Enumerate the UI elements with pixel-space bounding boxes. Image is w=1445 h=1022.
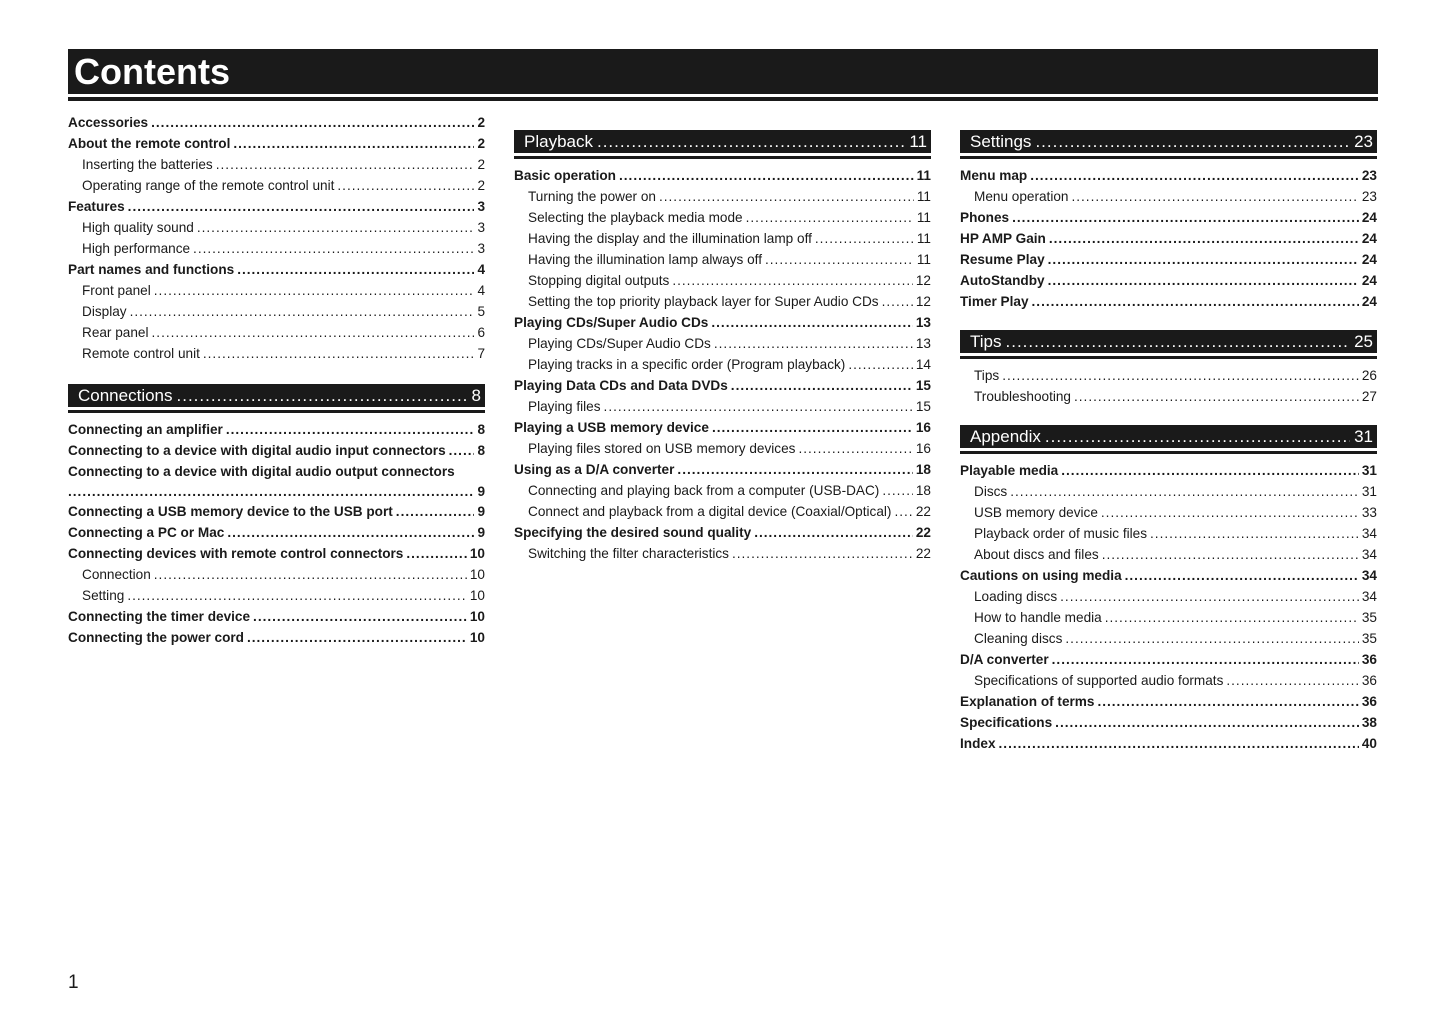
toc-entry[interactable]: [68, 133, 485, 154]
entry-label: Timer Play: [960, 294, 1029, 309]
leader-dots: [1006, 330, 1351, 353]
toc-entry[interactable]: [68, 585, 485, 606]
toc-entry[interactable]: [960, 165, 1377, 186]
toc-entry[interactable]: [960, 481, 1377, 502]
leader-dots: [253, 606, 467, 627]
toc-entry[interactable]: [514, 480, 931, 501]
toc-entry[interactable]: [68, 343, 485, 364]
entry-label: Playing tracks in a specific order (Program playback): [528, 357, 846, 372]
toc-entry[interactable]: [960, 207, 1377, 228]
entry-label: Basic operation: [514, 168, 616, 183]
entry-label: Front panel: [82, 283, 151, 298]
leader-dots: [672, 270, 913, 291]
section-page: 11: [909, 132, 927, 151]
entry-label: Playing a USB memory device: [514, 420, 709, 435]
leader-dots: [130, 301, 475, 322]
toc-entry[interactable]: [960, 607, 1377, 628]
entry-label: Playable media: [960, 463, 1059, 478]
entry-page: 34: [1361, 568, 1377, 583]
entry-page: 38: [1361, 715, 1377, 730]
leader-dots: [154, 280, 475, 301]
entry-label: Operating range of the remote control unit: [82, 178, 335, 193]
toc-entry[interactable]: [960, 249, 1377, 270]
page-title: Contents: [68, 49, 1378, 94]
leader-dots: [1105, 607, 1359, 628]
toc-entry[interactable]: [514, 375, 931, 396]
entry-page: 3: [477, 241, 485, 256]
toc-entry[interactable]: [514, 354, 931, 375]
entry-page: 24: [1361, 252, 1377, 267]
leader-dots: [151, 112, 474, 133]
entry-page: 24: [1361, 294, 1377, 309]
entry-label: Accessories: [68, 115, 149, 130]
leader-dots: [1226, 670, 1359, 691]
toc-entry[interactable]: [68, 627, 485, 648]
leader-dots: [999, 733, 1359, 754]
toc-entry[interactable]: [68, 217, 485, 238]
entry-page: 34: [1361, 526, 1377, 541]
entry-page: 3: [477, 220, 485, 235]
entry-page: 8: [477, 443, 485, 458]
leader-dots: [604, 396, 913, 417]
section-page: 31: [1354, 427, 1373, 446]
toc-entry[interactable]: [68, 301, 485, 322]
leader-dots: [659, 186, 914, 207]
toc-entry[interactable]: [514, 207, 931, 228]
entry-page: 9: [477, 504, 485, 519]
section-page: 25: [1354, 332, 1373, 351]
entry-label: Specifying the desired sound quality: [514, 525, 752, 540]
entry-continuation: [68, 482, 485, 501]
toc-entry[interactable]: [514, 522, 931, 543]
leader-dots: [711, 312, 913, 333]
entry-page: 24: [1361, 231, 1377, 246]
entry-page: 2: [477, 115, 485, 130]
entry-page: 10: [469, 588, 485, 603]
section-label: Playback: [524, 132, 593, 151]
section-header-connections[interactable]: [68, 384, 485, 407]
entry-page: 34: [1361, 589, 1377, 604]
section-label: Settings: [970, 132, 1032, 151]
toc-entry[interactable]: [514, 333, 931, 354]
entry-label: Menu operation: [974, 189, 1069, 204]
section-header-playback[interactable]: [514, 130, 931, 153]
entry-page: 2: [477, 178, 485, 193]
leader-dots: [848, 354, 913, 375]
entry-label: Connecting to a device with digital audio output connectors: [68, 464, 455, 479]
toc-entry[interactable]: [68, 564, 485, 585]
section-header-tips[interactable]: [960, 330, 1377, 353]
entry-label: Stopping digital outputs: [528, 273, 670, 288]
toc-entry[interactable]: [68, 543, 485, 564]
toc-entry[interactable]: [960, 649, 1377, 670]
entry-label: Selecting the playback media mode: [528, 210, 743, 225]
entry-page: 8: [477, 422, 485, 437]
leader-dots: [1048, 270, 1359, 291]
entry-page: 13: [915, 336, 931, 351]
entry-label: USB memory device: [974, 505, 1098, 520]
entry-page: 31: [1361, 463, 1377, 478]
entry-page: 13: [915, 315, 931, 330]
leader-dots: [406, 543, 467, 564]
leader-dots: [128, 196, 475, 217]
leader-dots: [1012, 207, 1359, 228]
entry-label: Connecting devices with remote control connectors: [68, 546, 404, 561]
entry-label: Connection: [82, 567, 151, 582]
entry-label: Playing files stored on USB memory devices: [528, 441, 796, 456]
title-rule: [68, 97, 1378, 101]
entry-page: 22: [915, 546, 931, 561]
leader-dots: [1045, 425, 1350, 448]
entry-page: 14: [915, 357, 931, 372]
entry-page: 16: [915, 441, 931, 456]
toc-entry[interactable]: [514, 291, 931, 312]
toc-entry[interactable]: [960, 502, 1377, 523]
leader-dots: [127, 585, 467, 606]
leader-dots: [732, 543, 913, 564]
toc-entry[interactable]: [68, 606, 485, 627]
toc-entry[interactable]: [960, 628, 1377, 649]
leader-dots: [197, 217, 475, 238]
entry-page: 5: [477, 304, 485, 319]
leader-dots: [152, 322, 475, 343]
toc-entry[interactable]: [514, 312, 931, 333]
entry-label: Playback order of music files: [974, 526, 1148, 541]
entry-page: 31: [1361, 484, 1377, 499]
entry-label: Cleaning discs: [974, 631, 1063, 646]
entry-page: 11: [916, 168, 931, 183]
entry-label: Connecting to a device with digital audio input connectors: [68, 443, 446, 458]
entry-label: Connecting the timer device: [68, 609, 251, 624]
entry-page: 23: [1361, 189, 1377, 204]
leader-dots: [337, 175, 474, 196]
entry-label: Tips: [974, 368, 1000, 383]
leader-dots: [1002, 365, 1359, 386]
entry-label: Connecting and playing back from a computer (USB-DAC): [528, 483, 880, 498]
toc-column-2: [514, 110, 931, 564]
toc-entry[interactable]: [960, 386, 1377, 407]
toc-entry[interactable]: [68, 440, 485, 461]
toc-entry[interactable]: [514, 543, 931, 564]
leader-dots: [731, 375, 913, 396]
toc-entry[interactable]: [960, 712, 1377, 733]
toc-group-tips: [960, 365, 1377, 407]
entry-page: 11: [916, 210, 931, 225]
entry-page: 7: [477, 346, 485, 361]
leader-dots: [815, 228, 914, 249]
toc-entry[interactable]: [960, 460, 1377, 481]
toc-entry[interactable]: [960, 565, 1377, 586]
toc-entry[interactable]: [960, 523, 1377, 544]
leader-dots: [1052, 649, 1359, 670]
leader-dots: [1097, 691, 1358, 712]
entry-page: 27: [1361, 389, 1377, 404]
section-label: Appendix: [970, 427, 1041, 446]
toc-entry[interactable]: [514, 459, 931, 480]
entry-label: Troubleshooting: [974, 389, 1071, 404]
toc-entry[interactable]: [68, 154, 485, 175]
leader-dots: [1030, 165, 1359, 186]
toc-group-connections: [68, 419, 485, 648]
entry-label: Rear panel: [82, 325, 149, 340]
toc-entry[interactable]: [68, 112, 485, 133]
toc-entry[interactable]: [960, 270, 1377, 291]
section-rule: [514, 156, 931, 159]
toc-entry[interactable]: [960, 586, 1377, 607]
entry-label: About the remote control: [68, 136, 231, 151]
entry-label: D/A converter: [960, 652, 1049, 667]
entry-label: Index: [960, 736, 996, 751]
leader-dots: [1060, 586, 1359, 607]
entry-label: Playing Data CDs and Data DVDs: [514, 378, 728, 393]
leader-dots: [1101, 502, 1359, 523]
entry-page: 24: [1361, 273, 1377, 288]
toc-entry[interactable]: [514, 396, 931, 417]
section-rule: [68, 410, 485, 413]
entry-page: 12: [915, 273, 931, 288]
toc-entry[interactable]: [68, 501, 485, 522]
entry-page: 10: [469, 546, 485, 561]
entry-label: Using as a D/A converter: [514, 462, 675, 477]
entry-label: Connecting a PC or Mac: [68, 525, 225, 540]
toc-group-playback: [514, 165, 931, 564]
leader-dots: [177, 384, 468, 407]
toc-column-1: [68, 112, 485, 648]
entry-page: 35: [1361, 610, 1377, 625]
leader-dots: [1048, 249, 1359, 270]
toc-entry[interactable]: [68, 175, 485, 196]
entry-label: Playing CDs/Super Audio CDs: [528, 336, 711, 351]
leader-dots: [449, 440, 475, 461]
toc-entry[interactable]: [514, 228, 931, 249]
entry-page: 9: [477, 484, 485, 499]
leader-dots: [1035, 130, 1350, 153]
entry-label: Cautions on using media: [960, 568, 1122, 583]
entry-page: 36: [1361, 694, 1377, 709]
entry-label: How to handle media: [974, 610, 1102, 625]
leader-dots: [193, 238, 474, 259]
entry-page: 10: [469, 567, 485, 582]
leader-dots: [216, 154, 475, 175]
toc-entry[interactable]: [514, 438, 931, 459]
toc-entry[interactable]: [68, 461, 485, 501]
entry-page: 35: [1361, 631, 1377, 646]
toc-entry[interactable]: [68, 238, 485, 259]
toc-entry[interactable]: [960, 365, 1377, 386]
entry-page: 24: [1361, 210, 1377, 225]
leader-dots: [1071, 186, 1358, 207]
leader-dots: [597, 130, 905, 153]
entry-page: 15: [915, 399, 931, 414]
entry-label: HP AMP Gain: [960, 231, 1046, 246]
toc-entry[interactable]: [68, 259, 485, 280]
leader-dots: [1049, 228, 1359, 249]
toc-entry[interactable]: [960, 228, 1377, 249]
entry-label: Connecting a USB memory device to the USB port: [68, 504, 393, 519]
entry-label: Specifications of supported audio formats: [974, 673, 1224, 688]
toc-entry[interactable]: [960, 544, 1377, 565]
entry-page: 22: [915, 525, 931, 540]
entry-label: Loading discs: [974, 589, 1058, 604]
section-rule: [960, 356, 1377, 359]
section-rule: [960, 156, 1377, 159]
entry-page: 36: [1361, 673, 1377, 688]
toc-entry[interactable]: [514, 417, 931, 438]
leader-dots: [1102, 544, 1359, 565]
section-page: 8: [471, 386, 481, 405]
toc-entry[interactable]: [960, 291, 1377, 312]
toc-entry[interactable]: [960, 186, 1377, 207]
toc-entry[interactable]: [514, 501, 931, 522]
leader-dots: [882, 291, 913, 312]
toc-entry[interactable]: [514, 165, 931, 186]
section-rule: [960, 451, 1377, 454]
entry-page: 10: [469, 609, 485, 624]
leader-dots: [677, 459, 912, 480]
entry-page: 16: [915, 420, 931, 435]
leader-dots: [68, 482, 474, 501]
leader-dots: [1032, 291, 1359, 312]
toc-group-appendix: [960, 460, 1377, 754]
entry-label: Resume Play: [960, 252, 1045, 267]
entry-page: 3: [477, 199, 485, 214]
entry-page: 9: [477, 525, 485, 540]
entry-page: 18: [915, 483, 931, 498]
toc-group-intro: [68, 112, 485, 364]
entry-page: 18: [915, 462, 931, 477]
entry-label: AutoStandby: [960, 273, 1045, 288]
toc-entry[interactable]: [960, 670, 1377, 691]
toc-entry[interactable]: [68, 322, 485, 343]
leader-dots: [754, 522, 913, 543]
entry-page: 2: [477, 136, 485, 151]
entry-label: Part names and functions: [68, 262, 235, 277]
leader-dots: [765, 249, 914, 270]
leader-dots: [714, 333, 913, 354]
toc-group-settings: [960, 165, 1377, 312]
entry-label: Playing CDs/Super Audio CDs: [514, 315, 709, 330]
entry-page: 12: [915, 294, 931, 309]
page-number: 1: [68, 972, 79, 993]
entry-label: Having the display and the illumination lamp off: [528, 231, 812, 246]
toc-entry[interactable]: [960, 691, 1377, 712]
leader-dots: [619, 165, 914, 186]
leader-dots: [1061, 460, 1359, 481]
entry-label: About discs and files: [974, 547, 1099, 562]
entry-label: Having the illumination lamp always off: [528, 252, 762, 267]
leader-dots: [1010, 481, 1359, 502]
leader-dots: [1150, 523, 1359, 544]
entry-page: 33: [1361, 505, 1377, 520]
entry-page: 4: [477, 283, 485, 298]
entry-page: 6: [477, 325, 485, 340]
leader-dots: [154, 564, 467, 585]
entry-label: Discs: [974, 484, 1008, 499]
section-label: Connections: [78, 386, 173, 405]
entry-page: 22: [915, 504, 931, 519]
entry-label: Setting: [82, 588, 125, 603]
toc-entry[interactable]: [68, 522, 485, 543]
leader-dots: [1125, 565, 1359, 586]
entry-label: Connecting the power cord: [68, 630, 244, 645]
entry-label: Features: [68, 199, 125, 214]
toc-entry[interactable]: [68, 280, 485, 301]
entry-label: Remote control unit: [82, 346, 200, 361]
leader-dots: [712, 417, 913, 438]
toc-entry[interactable]: [960, 733, 1377, 754]
entry-page: 10: [469, 630, 485, 645]
section-header-settings[interactable]: [960, 130, 1377, 153]
entry-label: Switching the filter characteristics: [528, 546, 729, 561]
section-header-appendix[interactable]: [960, 425, 1377, 448]
toc-entry[interactable]: [68, 419, 485, 440]
entry-label: Playing files: [528, 399, 601, 414]
entry-page: 34: [1361, 547, 1377, 562]
entry-label: Menu map: [960, 168, 1028, 183]
toc-column-3: [960, 110, 1377, 754]
entry-label: Phones: [960, 210, 1010, 225]
leader-dots: [233, 133, 474, 154]
entry-page: 40: [1361, 736, 1377, 751]
leader-dots: [1055, 712, 1359, 733]
leader-dots: [227, 522, 474, 543]
leader-dots: [203, 343, 475, 364]
entry-label: Display: [82, 304, 127, 319]
entry-page: 11: [916, 252, 931, 267]
toc-entry[interactable]: [514, 270, 931, 291]
toc-entry[interactable]: [514, 186, 931, 207]
toc-entry[interactable]: [514, 249, 931, 270]
entry-page: 2: [477, 157, 485, 172]
toc-entry[interactable]: [68, 196, 485, 217]
entry-page: 15: [915, 378, 931, 393]
entry-label: Connect and playback from a digital device (Coaxial/Optical): [528, 504, 892, 519]
entry-page: 36: [1361, 652, 1377, 667]
leader-dots: [798, 438, 912, 459]
entry-label: Inserting the batteries: [82, 157, 213, 172]
entry-label: Connecting an amplifier: [68, 422, 223, 437]
leader-dots: [396, 501, 475, 522]
leader-dots: [237, 259, 474, 280]
leader-dots: [882, 480, 913, 501]
section-page: 23: [1354, 132, 1373, 151]
entry-label: Setting the top priority playback layer for Super Audio CDs: [528, 294, 879, 309]
entry-label: Specifications: [960, 715, 1053, 730]
entry-label: Explanation of terms: [960, 694, 1095, 709]
entry-label: High quality sound: [82, 220, 194, 235]
leader-dots: [1074, 386, 1359, 407]
leader-dots: [1065, 628, 1358, 649]
entry-page: 11: [916, 231, 931, 246]
leader-dots: [226, 419, 475, 440]
entry-label: Turning the power on: [528, 189, 656, 204]
entry-page: 26: [1361, 368, 1377, 383]
entry-page: 11: [916, 189, 931, 204]
entry-page: 23: [1361, 168, 1377, 183]
leader-dots: [894, 501, 912, 522]
leader-dots: [247, 627, 467, 648]
section-label: Tips: [970, 332, 1002, 351]
entry-page: 4: [477, 262, 485, 277]
leader-dots: [746, 207, 914, 228]
entry-label: High performance: [82, 241, 191, 256]
